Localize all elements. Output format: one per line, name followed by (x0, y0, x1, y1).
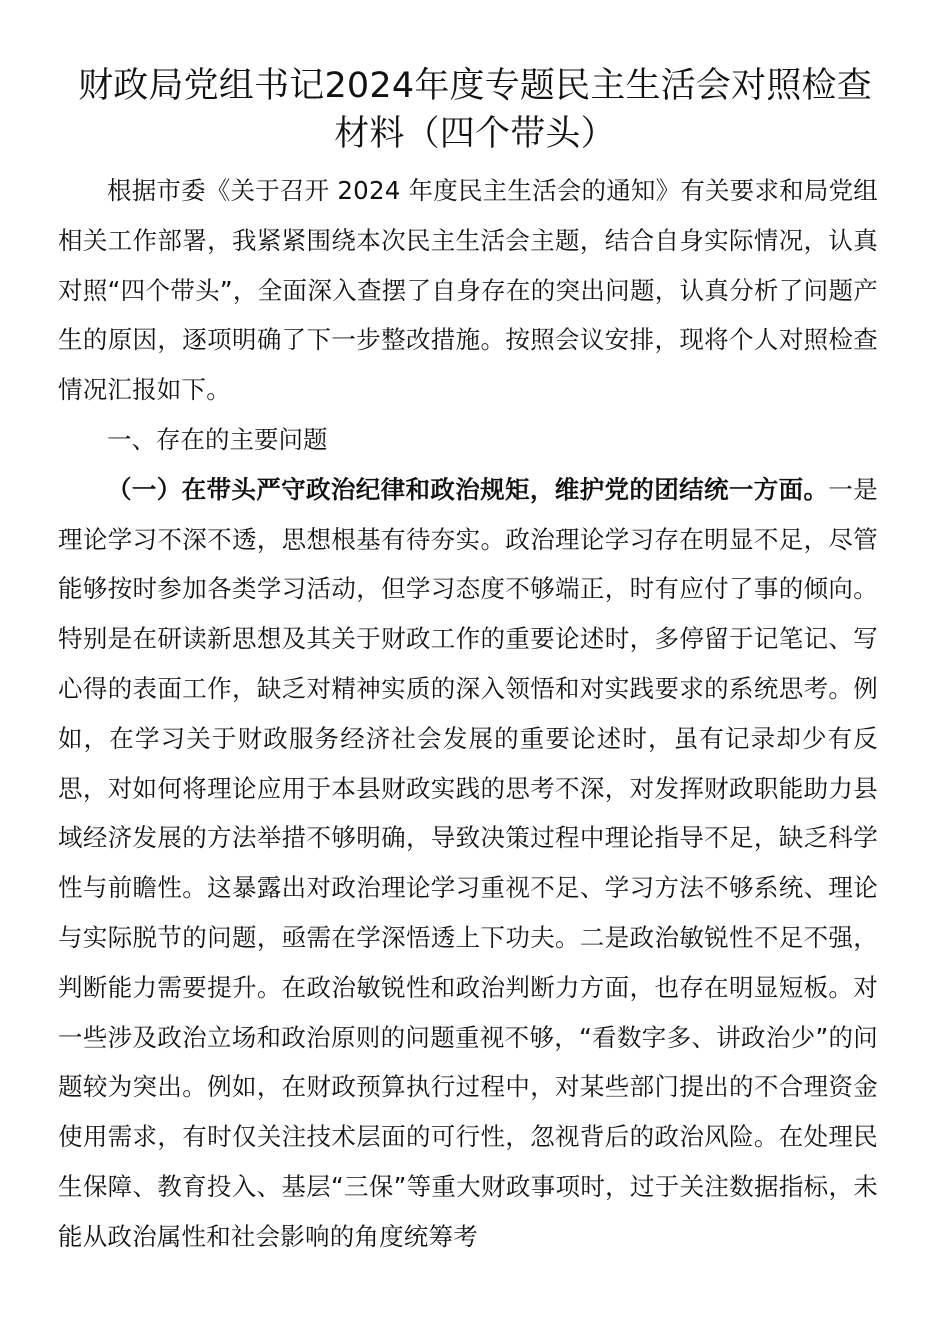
subsection-body-1: 一是理论学习不深不透，思想根基有待夯实。政治理论学习存在明显不足，尽管能够按时参加各类学习活动，但学习态度不够端正，时有应付了事的倾向。特别是在研读新思想及其关于财政工作的重要论述时，多停留于记笔记、写心得的表面工作，缺乏对精神实质的深入领悟和对实践要求的系统思考。例如，在学习关于财政服务经济社会发展的重要论述时，虽有记录却少有反思，对如何将理论应用于本县财政实践的思考不深，对发挥财政职能助力县域经济发展的方法举措不够明确，导致决策过程中理论指导不足，缺乏科学性与前瞻性。这暴露出对政治理论学习重视不足、学习方法不够系统、理论与实际脱节的问题，亟需在学深悟透上下功夫。二是政治敏锐性不足不强，判断能力需要提升。在政治敏锐性和政治判断力方面，也存在明显短板。对一些涉及政治立场和政治原则的问题重视不够，“看数字多、讲政治少”的问题较为突出。例如，在财政预算执行过程中，对某些部门提出的不合理资金使用需求，有时仅关注技术层面的可行性，忽视背后的政治风险。在处理民生保障、教育投入、基层“三保”等重大财政事项时，过于关注数据指标，未能从政治属性和社会影响的角度统筹考 (58, 474, 878, 1251)
section-heading-main-problems: 一、存在的主要问题 (107, 424, 328, 454)
document-title: 财政局党组书记2024年度专题民主生活会对照检查材料（四个带头） (78, 66, 872, 154)
subsection-heading-1: （一）在带头严守政治纪律和政治规矩，维护党的团结统一方面。 (107, 474, 829, 504)
intro-paragraph: 根据市委《关于召开 2024 年度民主生活会的通知》有关要求和局党组相关工作部署，我紧紧围绕本次民主生活会主题，结合自身实际情况，认真对照“四个带头”，全面深入查摆了自身存在的突出问题，认真分析了问题产生的原因，逐项明确了下一步整改措施。按照会议安排，现将个人对照检查情况汇报如下。 (58, 176, 878, 405)
subsection-paragraph-1 (58, 465, 878, 1262)
